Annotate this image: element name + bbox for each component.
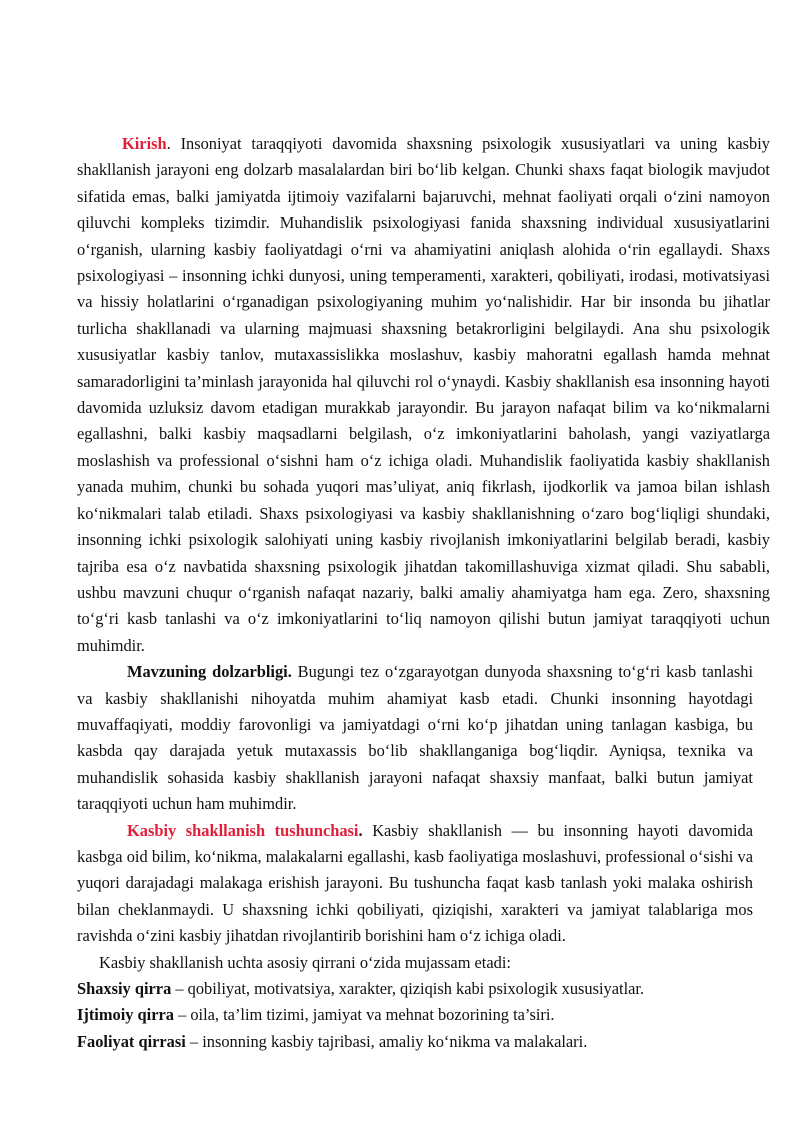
list-item	[77, 1002, 770, 1028]
aspect-term: Ijtimoiy qirra	[77, 1005, 174, 1025]
aspects-list	[77, 950, 770, 1056]
relevance-text: Bugungi tez o‘zgarayotgan dunyoda shaxsning to‘g‘ri kasb tanlashi va kasbiy shakllanishi nihoyatda muhim ahamiyat kasb etadi. Chunki insonning hayotdagi muvaffaqiyati, moddiy farovonligi va jamiyatdagi o‘rni ko‘p jihatdan uning tanlagan kasbiga, bu kasbda qay darajada yetuk mutaxassis bo‘lib shakllanganiga bog‘liqdir. Ayniqsa, texnika va muhandislik sohasida kasbiy shakllanish jarayoni nafaqat shaxsiy manfaat, balki butun jamiyat taraqqiyoti uchun ham muhimdir.	[77, 662, 754, 814]
list-item	[77, 1029, 770, 1055]
aspects-intro: Kasbiy shakllanish uchta asosiy qirrani o‘zida mujassam etadi:	[99, 952, 511, 972]
aspect-term: Faoliyat qirrasi	[77, 1031, 186, 1051]
concept-paragraph	[77, 818, 753, 950]
concept-heading: Kasbiy shakllanish tushunchasi	[127, 820, 359, 840]
aspect-desc: – qobiliyat, motivatsiya, xarakter, qiziqish kabi psixologik xususiyatlar.	[171, 979, 645, 998]
concept-heading-punct: .	[358, 820, 363, 840]
aspect-term: Shaxsiy qirra	[77, 979, 172, 998]
document-page	[77, 131, 770, 1055]
concept-text: Kasbiy shakllanish — bu insonning hayoti davomida kasbga oid bilim, ko‘nikma, malakalarni egallashi, kasb faoliyatiga moslashuvi, professional o‘sishi va yuqori darajadagi malakaga erishish jarayoni. Bu tushuncha faqat kasb tanlash yoki malaka oshirish bilan cheklanmaydi. U shaxsning ichki qobiliyati, qiziqishi, xarakteri va jamiyat talablariga mos ravishda o‘zini kasbiy jihatdan rivojlantirib borishini ham o‘z ichiga oladi.	[77, 820, 753, 946]
relevance-paragraph	[77, 659, 753, 817]
intro-heading: Kirish	[122, 134, 167, 153]
list-item	[77, 976, 770, 1002]
aspect-desc: – insonning kasbiy tajribasi, amaliy ko‘nikma va malakalari.	[185, 1031, 588, 1051]
intro-paragraph	[77, 131, 770, 659]
intro-heading-punct: .	[166, 134, 171, 153]
relevance-heading: Mavzuning dolzarbligi.	[127, 662, 292, 682]
aspect-desc: – oila, ta’lim tizimi, jamiyat va mehnat bozorining ta’siri.	[173, 1005, 555, 1025]
intro-text: Insoniyat taraqqiyoti davomida shaxsning psixologik xususiyatlari va uning kasbiy shakllanish jarayoni eng dolzarb masalalardan biri bo‘lib kelgan. Chunki shaxs faqat biologik mavjudot sifatida emas, balki jamiyatda ijtimoiy vazifalarni bajaruvchi, mehnat faoliyati orqali o‘zini namoyon qiluvchi kompleks tizimdir. Muhandislik psixologiyasi fanida shaxsning individual xususiyatlarini o‘rganish, ularning kasbiy faoliyatdagi o‘rni va ahamiyatini aniqlash alohida o‘rin egallaydi. Shaxs psixologiyasi – insonning ichki dunyosi, uning temperamenti, xarakteri, qobiliyati, irodasi, motivatsiyasi va hissiy holatlarini o‘rganadigan psixologiyaning muhim yo‘nalishidir. Har bir insonda bu jihatlar turlicha shakllanadi va ularning majmuasi shaxsning betakrorligini belgilaydi. Ana shu psixologik xususiyatlar kasbiy tanlov, mutaxassislikka moslashuv, kasbiy mahoratni egallash hamda mehnat samaradorligini ta’minlash jarayonida hal qiluvchi rol o‘ynaydi. Kasbiy shakllanish esa insonning hayoti davomida uzluksiz davom etadigan murakkab jarayondir. Bu jarayon nafaqat bilim va ko‘nikmalarni egallashni, balki kasbiy maqsadlarni belgilash, o‘z imkoniyatlarini baholash, yangi vaziyatlarga moslashish va professional o‘sishni ham o‘z ichiga oladi. Muhandislik faoliyatida kasbiy shakllanish yanada muhim, chunki bu sohada yuqori mas’uliyat, aniq fikrlash, ijodkorlik va jamoa bilan ishlash ko‘nikmalari talab etiladi. Shaxs psixologiyasi va kasbiy shakllanishning o‘zaro bog‘liqligi shundaki, insonning ichki psixologik salohiyati uning kasbiy rivojlanish imkoniyatlarini belgilab beradi, kasbiy tajriba esa o‘z navbatida shaxsning psixologik jihatdan takomillashuviga xizmat qiladi. Shu sababli, ushbu mavzuni chuqur o‘rganish nafaqat nazariy, balki amaliy ahamiyatga ham ega. Zero, shaxsning to‘g‘ri kasb tanlashi va o‘z imkoniyatlarini to‘liq namoyon qilishi butun jamiyat taraqqiyoti uchun muhimdir.	[77, 134, 770, 655]
